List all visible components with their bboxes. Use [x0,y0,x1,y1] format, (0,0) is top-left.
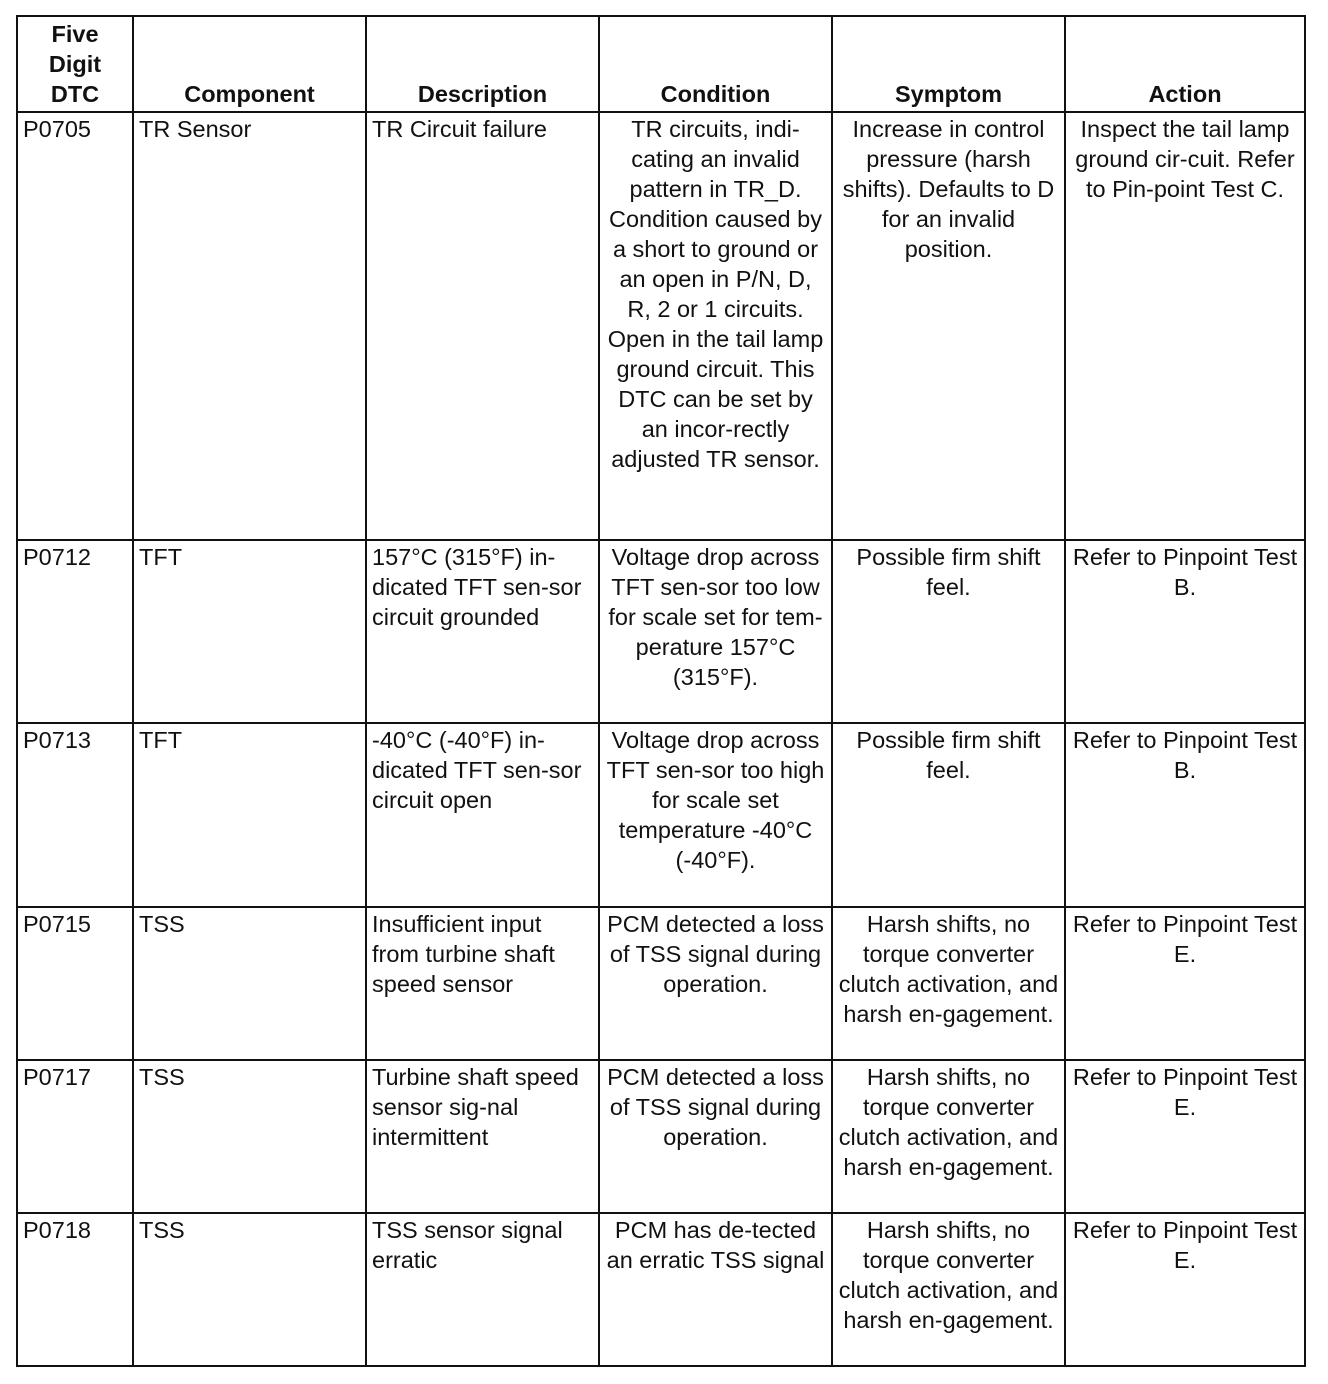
cell-dtc: P0705 [17,112,133,540]
cell-condition: TR circuits, indi-cating an invalid pattern in TR_D. Condition caused by a short to ground or an open in P/N, D, R, 2 or 1 circuits. Open in the tail lamp ground circuit. This DTC can be set by an incor-rectly adjusted TR sensor. [599,112,832,540]
header-dtc-line1: Five [51,21,99,47]
dtc-table [16,15,1306,1367]
cell-condition: PCM has de-tected an erratic TSS signal [599,1213,832,1366]
table-row [17,723,1305,907]
table-row [17,907,1305,1060]
table-row [17,540,1305,723]
table-row [17,1213,1305,1366]
cell-symptom: Increase in control pressure (harsh shifts). Defaults to D for an invalid position. [832,112,1065,540]
cell-action: Refer to Pinpoint Test E. [1065,1213,1305,1366]
header-description: Description [366,16,599,112]
cell-action: Refer to Pinpoint Test E. [1065,1060,1305,1213]
header-action: Action [1065,16,1305,112]
cell-condition: PCM detected a loss of TSS signal during operation. [599,1060,832,1213]
table-row [17,112,1305,540]
cell-action: Refer to Pinpoint Test E. [1065,907,1305,1060]
cell-action: Inspect the tail lamp ground cir-cuit. Refer to Pin-point Test C. [1065,112,1305,540]
cell-dtc: P0715 [17,907,133,1060]
cell-description: 157°C (315°F) in-dicated TFT sen-sor circuit grounded [366,540,599,723]
cell-component: TSS [133,1213,366,1366]
cell-description: -40°C (-40°F) in-dicated TFT sen-sor circuit open [366,723,599,907]
header-row [17,16,1305,112]
cell-description: Turbine shaft speed sensor sig-nal intermittent [366,1060,599,1213]
cell-condition: PCM detected a loss of TSS signal during operation. [599,907,832,1060]
cell-dtc: P0717 [17,1060,133,1213]
cell-description: TSS sensor signal erratic [366,1213,599,1366]
cell-action: Refer to Pinpoint Test B. [1065,723,1305,907]
cell-description: Insufficient input from turbine shaft speed sensor [366,907,599,1060]
cell-symptom: Harsh shifts, no torque converter clutch activation, and harsh en-gagement. [832,907,1065,1060]
cell-condition: Voltage drop across TFT sen-sor too high for scale set temperature -40°C (-40°F). [599,723,832,907]
cell-symptom: Possible firm shift feel. [832,723,1065,907]
cell-symptom: Harsh shifts, no torque converter clutch activation, and harsh en-gagement. [832,1060,1065,1213]
header-dtc-line2: Digit [48,51,102,77]
cell-component: TSS [133,1060,366,1213]
header-dtc [17,16,133,112]
header-condition: Condition [599,16,832,112]
table-row [17,1060,1305,1213]
cell-component: TFT [133,723,366,907]
cell-action: Refer to Pinpoint Test B. [1065,540,1305,723]
cell-symptom: Possible firm shift feel. [832,540,1065,723]
cell-description: TR Circuit failure [366,112,599,540]
header-component: Component [133,16,366,112]
cell-dtc: P0712 [17,540,133,723]
cell-condition: Voltage drop across TFT sen-sor too low for scale set for tem-perature 157°C (315°F). [599,540,832,723]
cell-component: TFT [133,540,366,723]
header-symptom: Symptom [832,16,1065,112]
cell-dtc: P0718 [17,1213,133,1366]
cell-component: TR Sensor [133,112,366,540]
cell-dtc: P0713 [17,723,133,907]
cell-component: TSS [133,907,366,1060]
cell-symptom: Harsh shifts, no torque converter clutch activation, and harsh en-gagement. [832,1213,1065,1366]
header-dtc-line3: DTC [50,81,100,107]
